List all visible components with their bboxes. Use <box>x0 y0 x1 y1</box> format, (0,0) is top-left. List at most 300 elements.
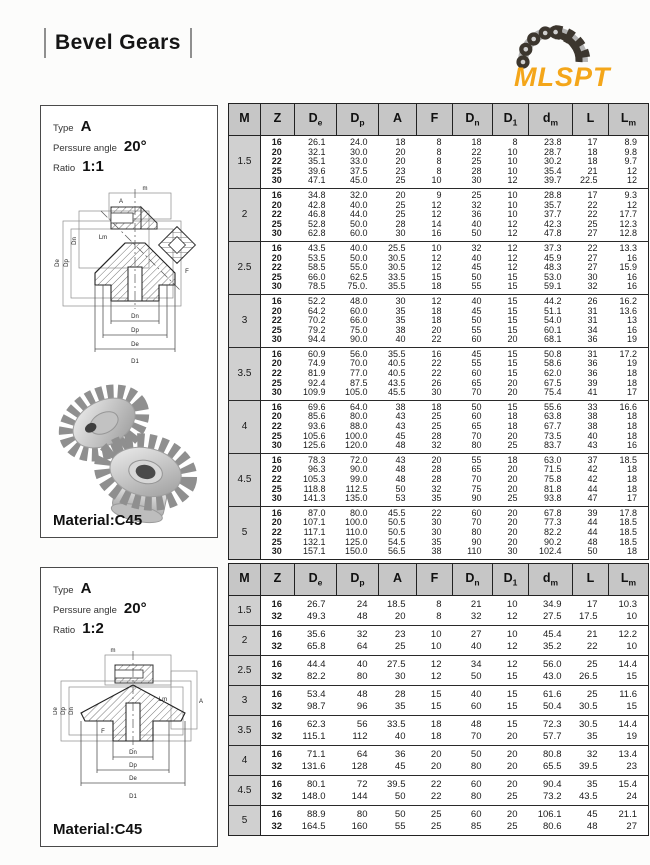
cell-f <box>417 241 453 294</box>
cell-f <box>417 716 453 746</box>
cell-f <box>417 686 453 716</box>
value-line: 18 <box>626 377 637 388</box>
value-line: 44 <box>587 526 598 537</box>
cell-d1 <box>493 294 529 347</box>
cell-lm <box>609 656 649 686</box>
value-line: 16 <box>271 629 283 640</box>
value-line: 30 <box>431 517 442 528</box>
cell-de <box>295 136 337 189</box>
cell-de <box>295 453 337 506</box>
value-line: 17.8 <box>619 507 637 518</box>
cell-lm <box>609 776 649 806</box>
value-line: 15 <box>506 700 518 712</box>
value-line: 67.7 <box>543 421 562 432</box>
value-line: 100.0 <box>344 430 368 441</box>
value-line: 125.6 <box>302 440 326 451</box>
value-line: 10 <box>431 175 442 186</box>
value-line: 23.8 <box>543 137 562 147</box>
dim-label-m: m <box>142 186 148 192</box>
cell-lm <box>609 453 649 506</box>
cell-dn <box>453 453 493 506</box>
value-line: 25 <box>587 218 598 229</box>
ratio-value: 1:2 <box>82 620 104 637</box>
module-value-cell: 4.5 <box>229 453 261 506</box>
value-line: 43 <box>587 440 598 451</box>
value-line: 40.0 <box>349 199 368 210</box>
value-line: 22.5 <box>579 175 598 186</box>
col-header-f: F <box>417 104 453 136</box>
value-line: 18.5 <box>619 454 637 465</box>
value-line: 16 <box>271 599 283 610</box>
value-line: 98.7 <box>307 700 326 712</box>
value-line: 18 <box>471 137 482 147</box>
cell-dp <box>337 686 379 716</box>
col-header-d1: $D_1$ <box>493 564 529 596</box>
cell-l <box>573 626 609 656</box>
value-line: 26 <box>587 295 598 306</box>
value-line: 62.3 <box>307 719 326 730</box>
value-line: 18.5 <box>619 517 637 528</box>
value-line: 106.1 <box>537 809 562 820</box>
value-line: 20 <box>507 517 518 528</box>
value-line: 50 <box>395 483 406 494</box>
value-line: 19 <box>626 358 637 369</box>
cell-l <box>573 716 609 746</box>
cell-z <box>261 776 295 806</box>
value-line: 36 <box>587 334 598 345</box>
value-line: 22 <box>271 156 282 167</box>
value-line: 16 <box>431 228 442 239</box>
col-header-m: M <box>229 104 261 136</box>
value-line: 20 <box>506 749 518 760</box>
cell-dp <box>337 716 379 746</box>
value-line: 65 <box>471 464 482 475</box>
value-line: 60 <box>471 507 482 518</box>
value-line: 35 <box>395 315 406 326</box>
value-line: 15.9 <box>619 262 637 273</box>
value-line: 15 <box>507 358 518 369</box>
value-line: 20 <box>507 507 518 518</box>
value-line: 23 <box>626 760 637 772</box>
module-value-cell: 4 <box>229 400 261 453</box>
cell-de <box>295 686 337 716</box>
value-line: 22 <box>271 368 282 379</box>
value-line: 26 <box>431 377 442 388</box>
cell-a <box>379 746 417 776</box>
value-line: 12 <box>507 262 518 273</box>
value-line: 18 <box>626 546 637 557</box>
value-line: 16 <box>271 401 282 412</box>
value-line: 28 <box>394 689 406 700</box>
value-line: 14.4 <box>618 719 637 730</box>
cell-dn <box>453 596 493 626</box>
value-line: 44 <box>587 517 598 528</box>
cell-l <box>573 656 609 686</box>
value-line: 31 <box>587 315 598 326</box>
dim-label-m: m <box>110 648 116 654</box>
cell-dp <box>337 347 379 400</box>
value-line: 16 <box>271 719 283 730</box>
value-line: 90.0 <box>349 464 368 475</box>
value-line: 75.0 <box>349 324 368 335</box>
value-line: 35 <box>431 493 442 504</box>
value-line: 50.0 <box>349 218 368 229</box>
cell-d1 <box>493 656 529 686</box>
type-line <box>53 580 205 597</box>
module-group-row <box>229 626 649 656</box>
value-line: 15 <box>506 670 518 682</box>
cell-de <box>295 241 337 294</box>
value-line: 16 <box>271 779 283 790</box>
cell-z <box>261 746 295 776</box>
value-line: 39 <box>587 507 598 518</box>
brand-gear-icon <box>498 18 630 92</box>
cell-dp <box>337 746 379 776</box>
cell-a <box>379 136 417 189</box>
value-line: 55 <box>394 820 406 832</box>
value-line: 12 <box>431 295 442 306</box>
value-line: 47.8 <box>543 228 562 239</box>
cell-lm <box>609 626 649 656</box>
value-line: 10 <box>626 610 637 622</box>
cell-dm <box>529 294 573 347</box>
value-line: 18 <box>626 483 637 494</box>
module-group-row <box>229 453 649 506</box>
value-line: 18 <box>626 421 637 432</box>
col-header-lm: $L_m$ <box>609 104 649 136</box>
module-group-row <box>229 656 649 686</box>
cell-l <box>573 347 609 400</box>
value-line: 13 <box>626 315 637 326</box>
value-line: 25 <box>430 820 442 832</box>
value-line: 30 <box>271 281 282 292</box>
value-line: 35.1 <box>307 156 326 167</box>
cell-dm <box>529 188 573 241</box>
value-line: 45 <box>471 348 482 359</box>
value-line: 18 <box>431 281 442 292</box>
value-line: 150.0 <box>344 546 368 557</box>
value-line: 20 <box>431 324 442 335</box>
col-header-de: $D_e$ <box>295 104 337 136</box>
value-line: 12 <box>430 659 442 670</box>
value-line: 38 <box>587 411 598 422</box>
value-line: 18.5 <box>619 536 637 547</box>
value-line: 52.8 <box>307 218 326 229</box>
dim-label-de-left: De <box>55 259 61 267</box>
cell-lm <box>609 716 649 746</box>
value-line: 45 <box>395 430 406 441</box>
cell-f <box>417 656 453 686</box>
value-line: 12 <box>431 209 442 220</box>
value-line: 25 <box>271 483 282 494</box>
value-line: 32 <box>271 610 283 622</box>
value-line: 34.8 <box>307 189 326 200</box>
value-line: 40 <box>394 730 406 742</box>
value-line: 50.5 <box>387 526 406 537</box>
value-line: 102.4 <box>538 546 562 557</box>
cell-f <box>417 347 453 400</box>
cell-l <box>573 506 609 559</box>
value-line: 80.0 <box>349 507 368 518</box>
value-line: 12 <box>506 610 518 622</box>
value-line: 12 <box>626 175 637 186</box>
value-line: 20 <box>506 809 518 820</box>
value-line: 34 <box>470 659 482 670</box>
value-line: 32 <box>586 749 598 760</box>
module-group-row <box>229 596 649 626</box>
value-line: 50.4 <box>543 700 562 712</box>
cell-d1 <box>493 400 529 453</box>
col-header-dm: $d_m$ <box>529 104 573 136</box>
value-line: 64 <box>356 640 368 652</box>
value-line: 14 <box>431 218 442 229</box>
value-line: 44.2 <box>543 295 562 306</box>
value-line: 25 <box>271 165 282 176</box>
value-line: 35 <box>395 305 406 316</box>
pressure-angle-value: 20° <box>123 600 147 617</box>
value-line: 12 <box>507 175 518 186</box>
value-line: 24 <box>626 790 637 802</box>
cell-dm <box>529 716 573 746</box>
module-group-row <box>229 347 649 400</box>
value-line: 92.4 <box>307 377 326 388</box>
module-value-cell: 5 <box>229 806 261 836</box>
value-line: 12 <box>507 228 518 239</box>
cell-lm <box>609 136 649 189</box>
value-line: 23 <box>395 165 406 176</box>
value-line: 80 <box>356 809 368 820</box>
value-line: 32 <box>271 820 283 832</box>
value-line: 10 <box>506 599 518 610</box>
value-line: 47 <box>587 493 598 504</box>
cell-dm <box>529 596 573 626</box>
value-line: 15 <box>507 281 518 292</box>
value-line: 32 <box>271 670 283 682</box>
dim-label-dp: Dp <box>131 328 139 334</box>
value-line: 35 <box>394 700 406 712</box>
value-line: 12 <box>626 165 637 176</box>
value-line: 8 <box>436 610 442 622</box>
value-line: 30 <box>431 387 442 398</box>
value-line: 12.2 <box>618 629 637 640</box>
cell-a <box>379 806 417 836</box>
value-line: 20 <box>431 454 442 465</box>
cell-a <box>379 656 417 686</box>
cell-a <box>379 400 417 453</box>
value-line: 99.0 <box>349 474 368 484</box>
value-line: 34.9 <box>543 599 562 610</box>
type-label: Type <box>53 585 74 596</box>
value-line: 35 <box>431 536 442 547</box>
cell-z <box>261 294 295 347</box>
value-line: 25 <box>271 218 282 229</box>
col-header-l: L <box>573 104 609 136</box>
cell-d1 <box>493 188 529 241</box>
cell-l <box>573 686 609 716</box>
value-line: 50 <box>470 749 482 760</box>
value-line: 40 <box>587 430 598 441</box>
table-header-row <box>229 104 649 136</box>
value-line: 15 <box>507 324 518 335</box>
dim-label-dn-left: Dn <box>69 707 75 715</box>
value-line: 87.0 <box>307 507 326 518</box>
value-line: 70 <box>471 387 482 398</box>
value-line: 13.6 <box>619 305 637 316</box>
value-line: 80 <box>471 526 482 537</box>
value-line: 50 <box>394 809 406 820</box>
value-line: 25 <box>395 175 406 186</box>
value-line: 18.5 <box>387 599 406 610</box>
value-line: 71.5 <box>543 464 562 475</box>
value-line: 70.2 <box>307 315 326 326</box>
cell-dp <box>337 776 379 806</box>
value-line: 10 <box>507 199 518 210</box>
value-line: 53.0 <box>543 271 562 282</box>
value-line: 96 <box>356 700 368 712</box>
cell-dn <box>453 716 493 746</box>
value-line: 85 <box>470 820 482 832</box>
col-header-de: $D_e$ <box>295 564 337 596</box>
cell-d1 <box>493 506 529 559</box>
value-line: 82.2 <box>307 670 326 682</box>
value-line: 77.0 <box>349 368 368 379</box>
value-line: 25 <box>395 209 406 220</box>
dim-label-dp: Dp <box>129 763 137 769</box>
value-line: 32 <box>471 242 482 253</box>
cell-d1 <box>493 347 529 400</box>
value-line: 36 <box>471 209 482 220</box>
value-line: 31 <box>587 348 598 359</box>
value-line: 56.0 <box>349 348 368 359</box>
value-line: 105.6 <box>302 430 326 441</box>
module-value-cell: 3 <box>229 294 261 347</box>
value-line: 82.2 <box>543 526 562 537</box>
value-line: 19 <box>626 730 637 742</box>
value-line: 67.8 <box>543 507 562 518</box>
value-line: 45 <box>471 305 482 316</box>
value-line: 30 <box>271 387 282 398</box>
dim-label-d1: D1 <box>129 794 137 800</box>
value-line: 9.3 <box>624 189 637 200</box>
value-line: 15 <box>626 670 637 682</box>
value-line: 107.1 <box>302 517 326 528</box>
value-line: 88.9 <box>307 809 326 820</box>
value-line: 18 <box>507 421 518 432</box>
value-line: 60 <box>471 368 482 379</box>
value-line: 10 <box>430 629 442 640</box>
value-line: 77.3 <box>543 517 562 528</box>
value-line: 85.6 <box>307 411 326 422</box>
value-line: 8 <box>436 599 442 610</box>
value-line: 60 <box>470 700 482 712</box>
value-line: 28.8 <box>543 189 562 200</box>
value-line: 15 <box>430 689 442 700</box>
value-line: 35.7 <box>543 199 562 210</box>
value-line: 27.5 <box>387 659 406 670</box>
value-line: 94.4 <box>307 334 326 345</box>
pressure-angle-label: Perssure angle <box>53 143 117 154</box>
module-value-cell: 3.5 <box>229 716 261 746</box>
cell-d1 <box>493 716 529 746</box>
value-line: 160 <box>351 820 368 832</box>
value-line: 64.2 <box>307 305 326 316</box>
value-line: 17 <box>626 387 637 398</box>
value-line: 55 <box>471 358 482 369</box>
cell-de <box>295 188 337 241</box>
value-line: 49.3 <box>307 610 326 622</box>
module-value-cell: 3 <box>229 686 261 716</box>
cell-lm <box>609 506 649 559</box>
value-line: 53.5 <box>307 252 326 263</box>
value-line: 25 <box>506 790 518 802</box>
cell-dp <box>337 400 379 453</box>
cell-z <box>261 453 295 506</box>
value-line: 18 <box>431 401 442 412</box>
value-line: 32 <box>431 483 442 494</box>
value-line: 118.8 <box>303 483 326 494</box>
value-line: 16.6 <box>619 401 637 412</box>
value-line: 78.3 <box>307 454 326 465</box>
cell-f <box>417 596 453 626</box>
value-line: 72.0 <box>349 454 368 465</box>
value-line: 15 <box>506 719 518 730</box>
value-line: 90.2 <box>543 536 562 547</box>
value-line: 60 <box>471 411 482 422</box>
value-line: 25 <box>506 820 518 832</box>
dim-label-lm: Lm <box>158 697 168 703</box>
value-line: 20 <box>395 146 406 157</box>
cell-dm <box>529 241 573 294</box>
value-line: 50 <box>471 271 482 282</box>
value-line: 15 <box>507 315 518 326</box>
value-line: 46.8 <box>307 209 326 220</box>
col-header-dn: $D_n$ <box>453 104 493 136</box>
value-line: 23 <box>394 629 406 640</box>
cell-dp <box>337 241 379 294</box>
value-line: 70 <box>471 517 482 528</box>
value-line: 16 <box>271 189 282 200</box>
value-line: 21 <box>587 165 598 176</box>
value-line: 63.0 <box>543 454 562 465</box>
cell-lm <box>609 347 649 400</box>
value-line: 48 <box>356 610 368 622</box>
value-line: 38 <box>587 421 598 432</box>
value-line: 18 <box>626 411 637 422</box>
value-line: 58.6 <box>543 358 562 369</box>
value-line: 33.5 <box>387 271 406 282</box>
value-line: 20 <box>507 526 518 537</box>
dim-label-dp-left: Dp <box>64 259 70 267</box>
cell-de <box>295 746 337 776</box>
value-line: 32 <box>470 610 482 622</box>
value-line: 20 <box>507 334 518 345</box>
value-line: 73.5 <box>543 430 562 441</box>
value-line: 35.5 <box>387 348 406 359</box>
spec-panel-ratio-1-1 <box>40 105 218 538</box>
col-header-dp: $D_p$ <box>337 104 379 136</box>
value-line: 22 <box>271 474 282 484</box>
cell-a <box>379 347 417 400</box>
cell-dn <box>453 294 493 347</box>
value-line: 38 <box>395 401 406 412</box>
cell-dm <box>529 400 573 453</box>
value-line: 65.8 <box>307 640 326 652</box>
value-line: 32.1 <box>307 146 326 157</box>
value-line: 48 <box>470 719 482 730</box>
cell-z <box>261 400 295 453</box>
cell-dm <box>529 806 573 836</box>
value-line: 50 <box>471 228 482 239</box>
